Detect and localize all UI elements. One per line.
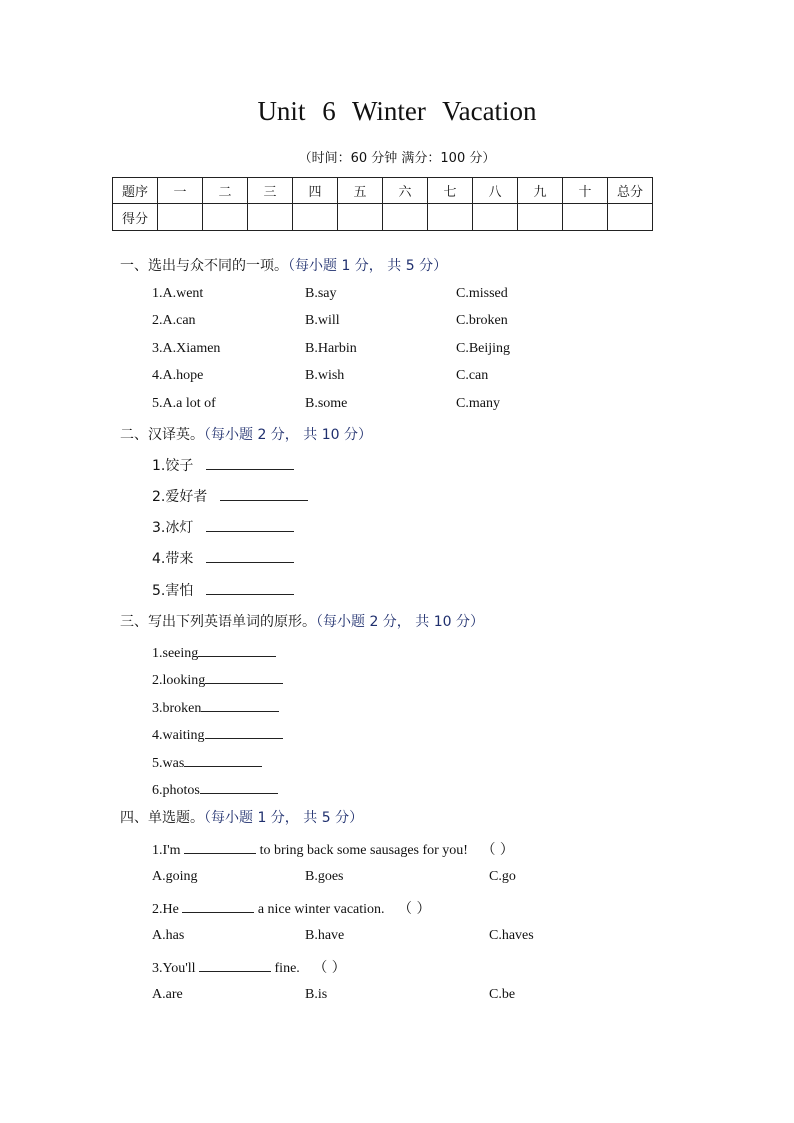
- option-b[interactable]: B.some: [305, 396, 348, 411]
- option-c[interactable]: C.go: [489, 869, 516, 884]
- item-prompt: 6.photos: [152, 783, 200, 798]
- answer-blank[interactable]: [205, 724, 283, 739]
- score-table-header-row: [113, 178, 653, 204]
- section-1-heading: [120, 255, 447, 275]
- option-a[interactable]: 4.A.hope: [152, 368, 204, 383]
- answer-blank[interactable]: [201, 697, 279, 712]
- answer-blank[interactable]: [199, 957, 271, 972]
- option-b[interactable]: B.will: [305, 313, 340, 328]
- score-input-cell[interactable]: [338, 204, 383, 231]
- option-b[interactable]: B.have: [305, 928, 345, 943]
- option-a[interactable]: 1.A.went: [152, 286, 204, 301]
- answer-blank[interactable]: [206, 455, 294, 470]
- option-c[interactable]: C.haves: [489, 928, 534, 943]
- question-text-after: a nice winter vacation.: [257, 902, 385, 917]
- item-prompt: 4.带来: [152, 551, 194, 567]
- score-input-cell[interactable]: [563, 204, 608, 231]
- option-b[interactable]: B.Harbin: [305, 341, 357, 356]
- page-title: Unit 6 Winter Vacation: [257, 96, 537, 126]
- option-c[interactable]: C.many: [456, 396, 500, 411]
- option-b[interactable]: B.is: [305, 987, 328, 1002]
- answer-blank[interactable]: [206, 517, 294, 532]
- score-cell-1: 一: [158, 178, 203, 204]
- option-c[interactable]: C.broken: [456, 313, 508, 328]
- score-input-cell[interactable]: [473, 204, 518, 231]
- section-3-heading: [120, 611, 484, 631]
- score-input-cell[interactable]: [608, 204, 653, 231]
- score-cell-10: 十: [563, 178, 608, 204]
- score-cell-9: 九: [518, 178, 563, 204]
- section-4-points: （每小题 1 分， 共 5 分）: [204, 810, 364, 826]
- section-1-title: 一、选出与众不同的一项。: [120, 258, 288, 274]
- option-a[interactable]: 5.A.a lot of: [152, 396, 216, 411]
- score-cell-2: 二: [203, 178, 248, 204]
- score-input-cell[interactable]: [293, 204, 338, 231]
- score-table: [112, 177, 653, 231]
- section-4-heading: [120, 807, 363, 827]
- question-text-before: 2.He: [152, 902, 179, 917]
- question-text-after: to bring back some sausages for you!: [259, 843, 468, 858]
- question-text-before: 1.I'm: [152, 843, 181, 858]
- score-input-cell[interactable]: [248, 204, 293, 231]
- option-a[interactable]: 2.A.can: [152, 313, 196, 328]
- section-3-points: （每小题 2 分， 共 10 分）: [316, 614, 484, 630]
- score-cell-3: 三: [248, 178, 293, 204]
- answer-blank[interactable]: [184, 839, 256, 854]
- option-a[interactable]: A.going: [152, 869, 198, 884]
- section-3-item: [152, 779, 278, 799]
- answer-blank[interactable]: [205, 669, 283, 684]
- score-input-cell[interactable]: [203, 204, 248, 231]
- option-c[interactable]: C.missed: [456, 286, 508, 301]
- question-stem: [152, 898, 431, 918]
- item-prompt: 2.爱好者: [152, 489, 208, 505]
- section-2-item: [152, 486, 308, 506]
- score-cell-6: 六: [383, 178, 428, 204]
- section-3-item: [152, 642, 276, 662]
- question-text-after: fine.: [274, 961, 300, 976]
- item-prompt: 2.looking: [152, 673, 206, 688]
- option-b[interactable]: B.wish: [305, 368, 345, 383]
- score-row-label: 得分: [113, 204, 158, 231]
- item-prompt: 1.饺子: [152, 458, 194, 474]
- answer-blank[interactable]: [206, 548, 294, 563]
- option-b[interactable]: B.say: [305, 286, 337, 301]
- option-c[interactable]: C.can: [456, 368, 489, 383]
- option-c[interactable]: C.Beijing: [456, 341, 511, 356]
- answer-parentheses[interactable]: （ ）: [398, 901, 431, 917]
- item-prompt: 4.waiting: [152, 728, 205, 743]
- question-stem: [152, 957, 346, 977]
- score-input-cell[interactable]: [518, 204, 563, 231]
- score-cell-4: 四: [293, 178, 338, 204]
- section-2-title: 二、汉译英。: [120, 427, 204, 443]
- section-2-item: [152, 580, 294, 600]
- section-3-title: 三、写出下列英语单词的原形。: [120, 614, 316, 630]
- item-prompt: 5.was: [152, 756, 185, 771]
- score-input-cell[interactable]: [428, 204, 473, 231]
- answer-blank[interactable]: [200, 779, 278, 794]
- section-3-item: [152, 752, 262, 772]
- score-cell-label: 题序: [113, 178, 158, 204]
- section-1-points: （每小题 1 分， 共 5 分）: [288, 258, 448, 274]
- answer-blank[interactable]: [184, 752, 262, 767]
- exam-info: （时间：60 分钟 满分：100 分）: [298, 151, 496, 166]
- answer-blank[interactable]: [198, 642, 276, 657]
- answer-blank[interactable]: [220, 486, 308, 501]
- option-b[interactable]: B.goes: [305, 869, 344, 884]
- answer-parentheses[interactable]: （ ）: [313, 960, 346, 976]
- option-a[interactable]: A.are: [152, 987, 183, 1002]
- question-text-before: 3.You'll: [152, 961, 196, 976]
- score-input-cell[interactable]: [383, 204, 428, 231]
- item-prompt: 1.seeing: [152, 646, 199, 661]
- section-2-item: [152, 517, 294, 537]
- section-2-item: [152, 548, 294, 568]
- score-cell-total: 总分: [608, 178, 653, 204]
- score-cell-7: 七: [428, 178, 473, 204]
- option-c[interactable]: C.be: [489, 987, 516, 1002]
- section-3-item: [152, 724, 283, 744]
- section-4-title: 四、单选题。: [120, 810, 204, 826]
- answer-blank[interactable]: [182, 898, 254, 913]
- answer-blank[interactable]: [206, 580, 294, 595]
- score-cell-5: 五: [338, 178, 383, 204]
- score-cell-8: 八: [473, 178, 518, 204]
- item-prompt: 5.害怕: [152, 583, 194, 599]
- section-2-heading: [120, 424, 372, 444]
- section-2-item: [152, 455, 294, 475]
- item-prompt: 3.冰灯: [152, 520, 194, 536]
- answer-parentheses[interactable]: （ ）: [481, 842, 514, 858]
- section-3-item: [152, 697, 279, 717]
- question-stem: [152, 839, 514, 859]
- score-input-cell[interactable]: [158, 204, 203, 231]
- option-a[interactable]: A.has: [152, 928, 185, 943]
- option-a[interactable]: 3.A.Xiamen: [152, 341, 221, 356]
- item-prompt: 3.broken: [152, 701, 202, 716]
- section-2-points: （每小题 2 分， 共 10 分）: [204, 427, 372, 443]
- section-3-item: [152, 669, 283, 689]
- score-table-score-row: [113, 204, 653, 231]
